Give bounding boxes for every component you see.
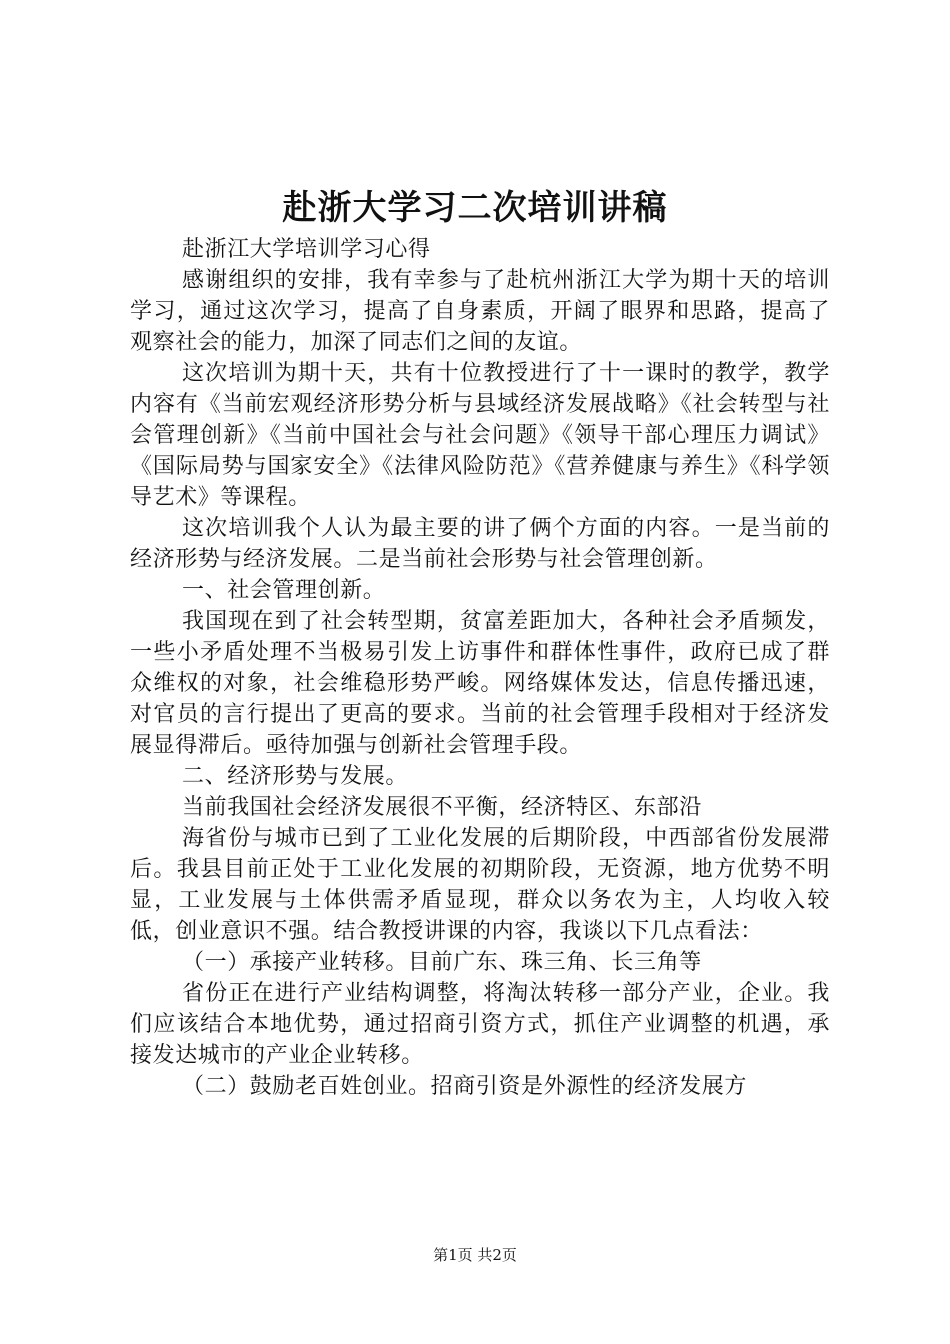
- paragraph-subtitle: 赴浙江大学培训学习心得: [182, 237, 431, 262]
- paragraph: （二）鼓励老百姓创业。招商引资是外源性的经济发展方: [182, 1074, 748, 1099]
- paragraph: 感谢组织的安排，我有幸参与了赴杭州浙江大学为期十天的培训学习，通过这次学习，提高了自身素质，开阔了眼界和思路，提高了观察社会的能力，加深了同志们之间的友谊。: [130, 268, 830, 355]
- page-footer: 第1页 共2页: [433, 1246, 517, 1264]
- section-heading: 一、社会管理创新。: [182, 578, 386, 603]
- document-body: [130, 234, 830, 1102]
- paragraph: 省份正在进行产业结构调整，将淘汰转移一部分产业，企业。我们应该结合本地优势，通过招商引资方式，抓住产业调整的机遇，承接发达城市的产业企业转移。: [130, 981, 830, 1068]
- paragraph: 当前我国社会经济发展很不平衡，经济特区、东部沿: [182, 795, 702, 820]
- document-title: 赴浙大学习二次培训讲稿: [282, 188, 668, 228]
- section-heading: 二、经济形势与发展。: [182, 764, 409, 789]
- paragraph: （一）承接产业转移。目前广东、珠三角、长三角等: [182, 950, 702, 975]
- paragraph: 这次培训我个人认为最主要的讲了俩个方面的内容。一是当前的经济形势与经济发展。二是当前社会形势与社会管理创新。: [130, 516, 830, 572]
- paragraph: 我国现在到了社会转型期，贫富差距加大，各种社会矛盾频发，一些小矛盾处理不当极易引发上访事件和群体性事件，政府已成了群众维权的对象，社会维稳形势严峻。网络媒体发达，信息传播迅速，对官员的言行提出了更高的要求。当前的社会管理手段相对于经济发展显得滞后。亟待加强与创新社会管理手段。: [130, 609, 830, 758]
- paragraph: 海省份与城市已到了工业化发展的后期阶段，中西部省份发展滞后。我县目前正处于工业化发展的初期阶段，无资源，地方优势不明显，工业发展与土体供需矛盾显现，群众以务农为主，人均收入较低，创业意识不强。结合教授讲课的内容，我谈以下几点看法：: [130, 826, 830, 944]
- paragraph: 这次培训为期十天，共有十位教授进行了十一课时的教学，教学内容有《当前宏观经济形势分析与县域经济发展战略》《社会转型与社会管理创新》《当前中国社会与社会问题》《领导干部心理压力调试》《国际局势与国家安全》《法律风险防范》《营养健康与养生》《科学领导艺术》等课程。: [130, 361, 830, 510]
